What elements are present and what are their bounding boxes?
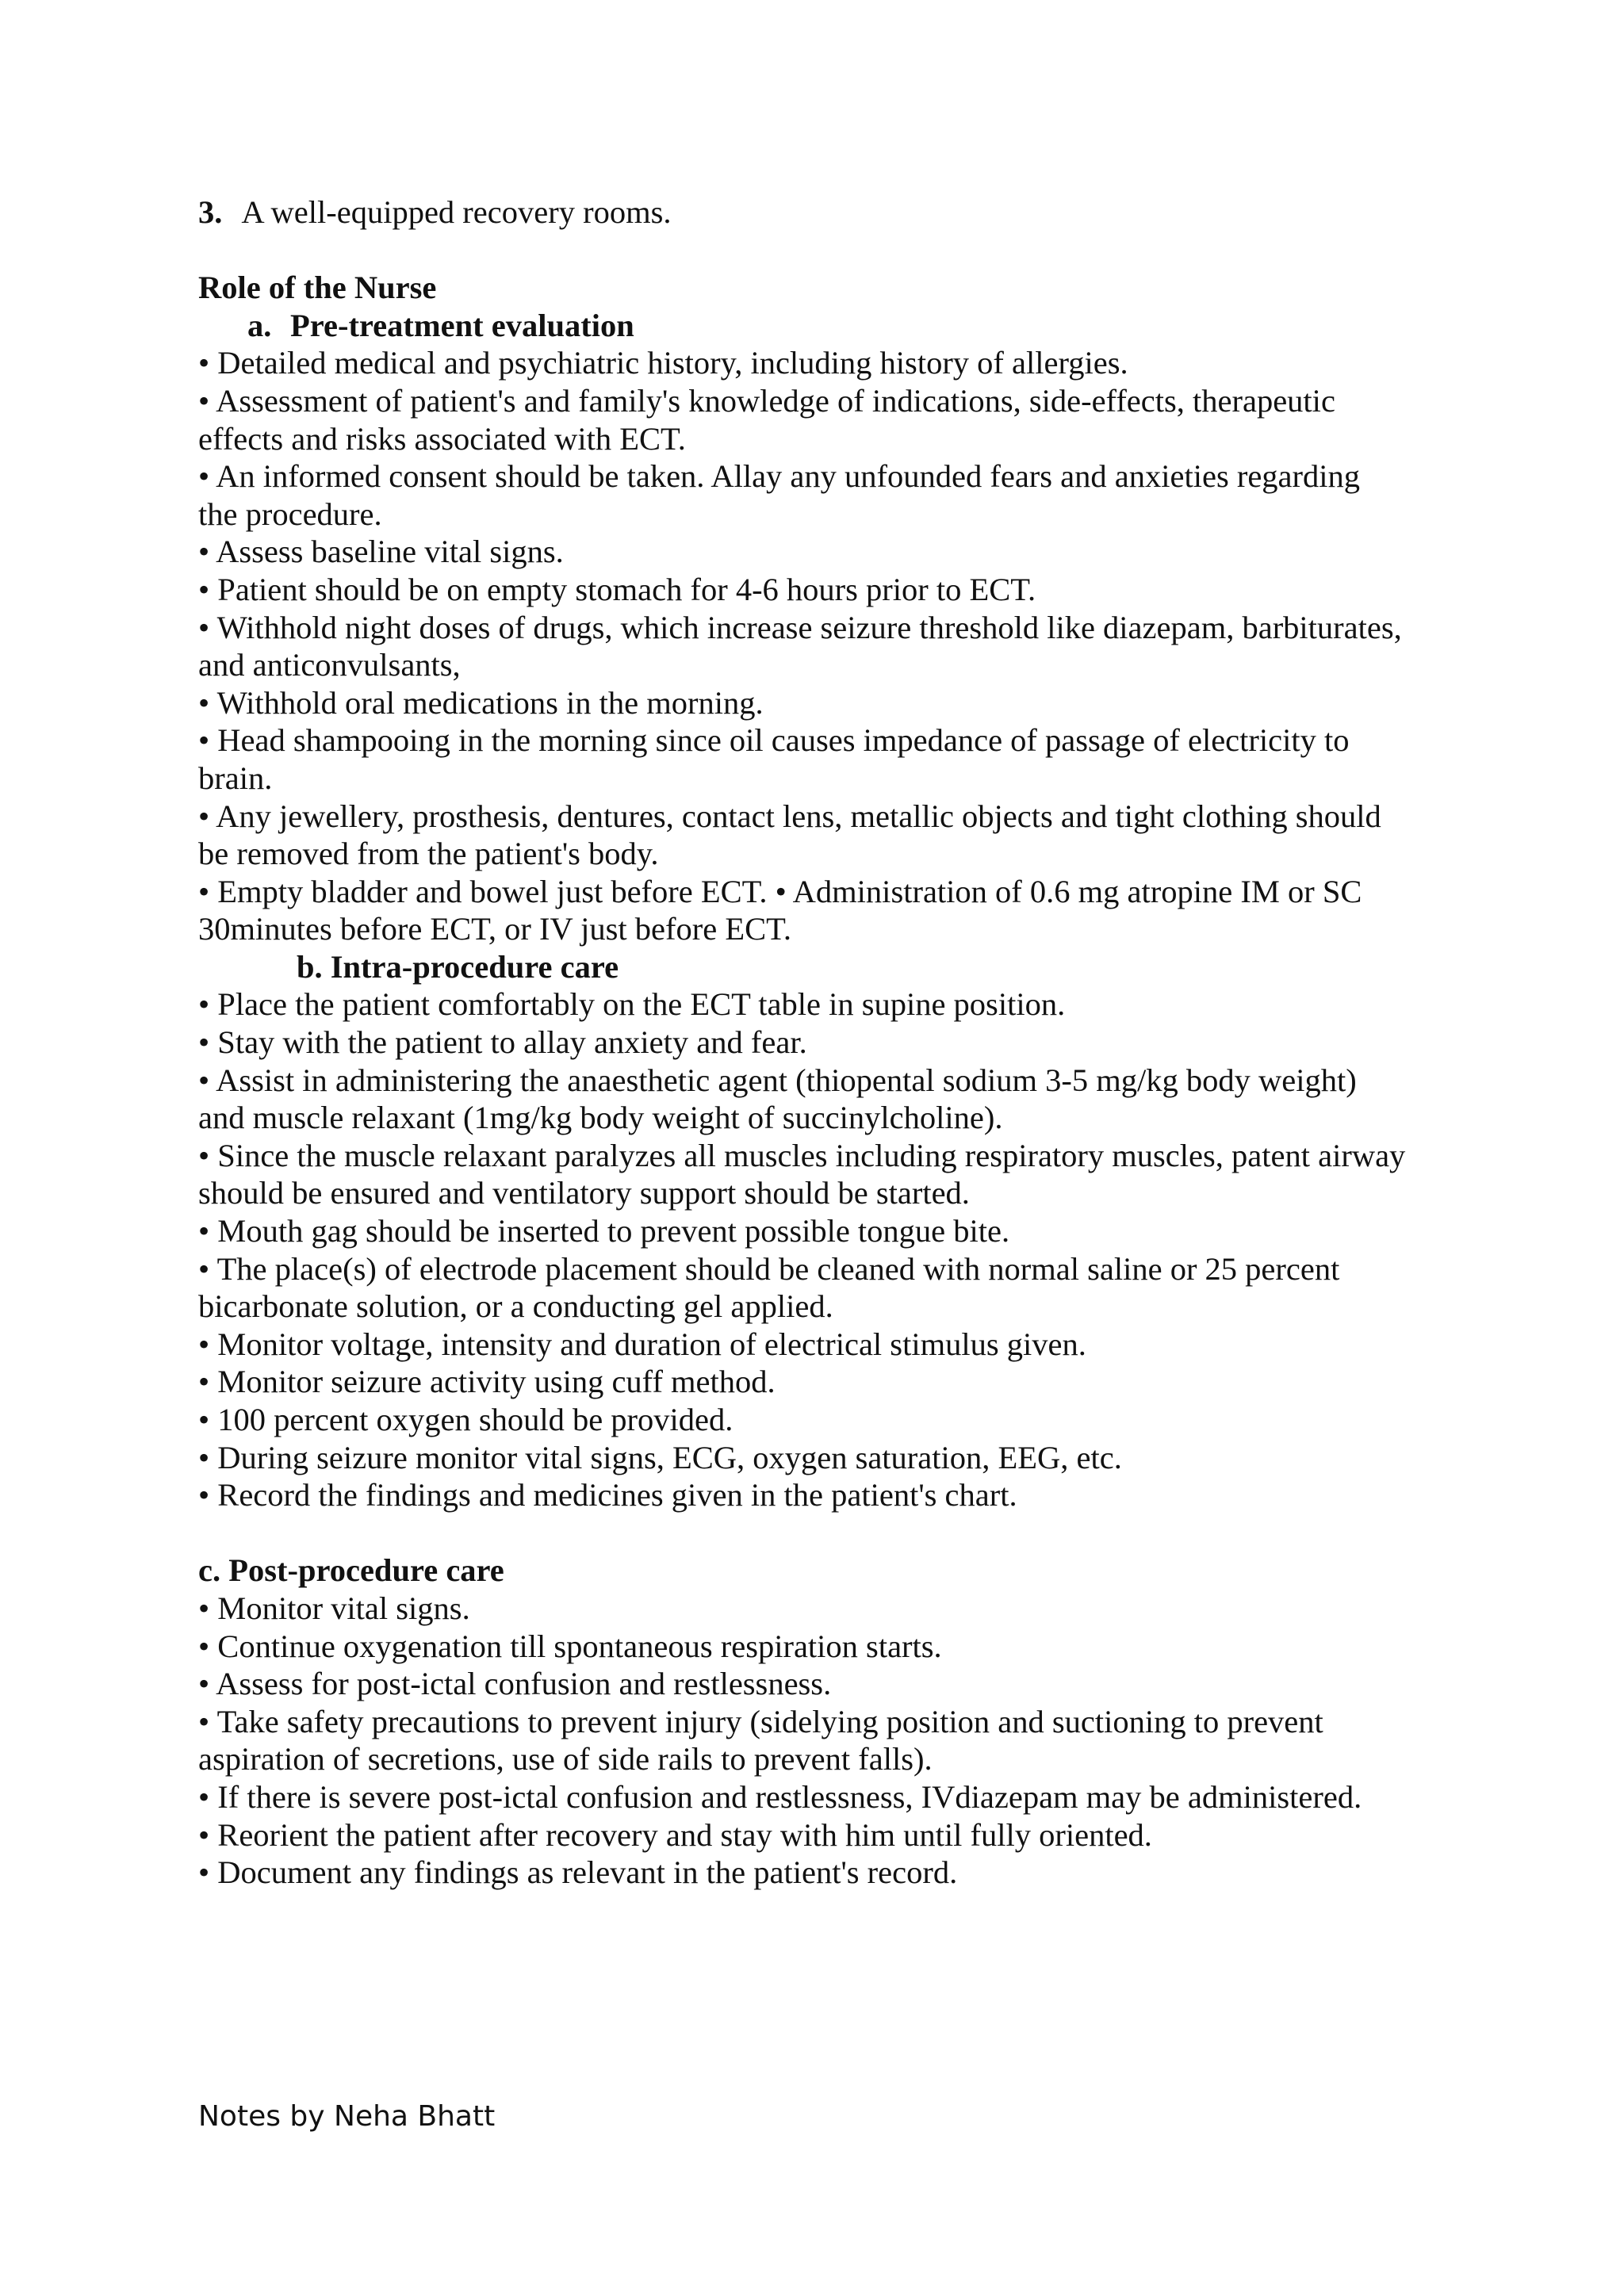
pre-treatment-line: • Patient should be on empty stomach for 4-6 hours prior to ECT. [198, 571, 1036, 607]
intra-procedure-line: • Assist in administering the anaesthetic agent (thiopental sodium 3-5 mg/kg body weight) [198, 1062, 1357, 1098]
intra-procedure-line: • 100 percent oxygen should be provided. [198, 1402, 733, 1437]
intra-procedure-line: • During seizure monitor vital signs, ECG, oxygen saturation, EEG, etc. [198, 1439, 1122, 1475]
item-text: A well-equipped recovery rooms. [241, 194, 672, 230]
pre-treatment-line: • Head shampooing in the morning since oil causes impedance of passage of electricity to [198, 722, 1350, 759]
intra-procedure-line: • Stay with the patient to allay anxiety and fear. [198, 1024, 807, 1061]
intra-procedure-line: should be ensured and ventilatory support should be started. [198, 1175, 970, 1211]
item-number: 3. [198, 194, 223, 230]
pre-treatment-line: effects and risks associated with ECT. [198, 420, 686, 457]
pre-treatment-line: be removed from the patient's body. [198, 836, 659, 872]
intra-procedure-line: • Since the muscle relaxant paralyzes all muscles including respiratory muscles, patent airway [198, 1137, 1406, 1173]
document-body [198, 193, 1451, 1892]
pre-treatment-line: and anticonvulsants, [198, 647, 461, 683]
spacer [198, 232, 1451, 270]
post-procedure-line: • Assess for post-ictal confusion and restlessness. [198, 1666, 832, 1702]
intra-procedure-line: • Place the patient comfortably on the ECT table in supine position. [198, 986, 1066, 1023]
intra-procedure-heading: b. Intra-procedure care [297, 948, 619, 985]
intra-procedure-line: • Mouth gag should be inserted to prevent possible tongue bite. [198, 1213, 1010, 1249]
pre-treatment-line: • An informed consent should be taken. Allay any unfounded fears and anxieties regarding [198, 458, 1361, 495]
pre-treatment-line: • Withhold oral medications in the morning. [198, 684, 764, 721]
intra-procedure-line: • Record the findings and medicines given in the patient's chart. [198, 1477, 1017, 1513]
intra-procedure-line: and muscle relaxant (1mg/kg body weight of succinylcholine). [198, 1100, 1003, 1136]
pre-treatment-line: • Assessment of patient's and family's knowledge of indications, side-effects, therapeutic [198, 382, 1335, 419]
post-procedure-line: • Take safety precautions to prevent injury (sidelying position and suctioning to prevent [198, 1703, 1323, 1739]
pre-treatment-line: 30minutes before ECT, or IV just before ECT. [198, 911, 791, 947]
post-procedure-line: • Reorient the patient after recovery and stay with him until fully oriented. [198, 1816, 1152, 1853]
pre-treatment-line: • Assess baseline vital signs. [198, 534, 564, 570]
intra-procedure-line: • Monitor seizure activity using cuff method. [198, 1364, 776, 1400]
post-procedure-line: • If there is severe post-ictal confusion and restlessness, IVdiazepam may be administered. [198, 1778, 1362, 1815]
numbered-item [198, 193, 1451, 232]
post-procedure-line: • Monitor vital signs. [198, 1590, 470, 1626]
intra-procedure-line: • The place(s) of electrode placement should be cleaned with normal saline or 25 percent [198, 1250, 1340, 1287]
section-title: Role of the Nurse [198, 270, 437, 306]
pre-treatment-line: • Empty bladder and bowel just before ECT. • Administration of 0.6 mg atropine IM or SC [198, 873, 1362, 909]
pre-treatment-heading [198, 307, 1451, 345]
page-footer: Notes by Neha Bhatt [198, 2100, 496, 2133]
post-procedure-list [198, 1590, 1451, 1892]
pre-treatment-line: • Any jewellery, prosthesis, dentures, contact lens, metallic objects and tight clothing should [198, 798, 1381, 834]
post-procedure-heading: c. Post-procedure care [198, 1552, 504, 1589]
subheading-letter: a. [247, 307, 272, 343]
spacer [198, 1514, 1451, 1552]
intra-procedure-list [198, 985, 1451, 1513]
pre-treatment-line: the procedure. [198, 496, 382, 532]
pre-treatment-line: brain. [198, 760, 273, 796]
post-procedure-line: • Continue oxygenation till spontaneous respiration starts. [198, 1628, 942, 1664]
intra-procedure-line: • Monitor voltage, intensity and duration of electrical stimulus given. [198, 1326, 1086, 1362]
pre-treatment-list [198, 344, 1451, 948]
subheading-text: Pre-treatment evaluation [290, 307, 634, 343]
post-procedure-line: • Document any findings as relevant in the patient's record. [198, 1854, 958, 1891]
post-procedure-line: aspiration of secretions, use of side rails to prevent falls). [198, 1741, 933, 1777]
pre-treatment-line: • Detailed medical and psychiatric history, including history of allergies. [198, 345, 1128, 381]
pre-treatment-line: • Withhold night doses of drugs, which increase seizure threshold like diazepam, barbiturates, [198, 609, 1402, 645]
intra-procedure-line: bicarbonate solution, or a conducting gel applied. [198, 1288, 833, 1325]
